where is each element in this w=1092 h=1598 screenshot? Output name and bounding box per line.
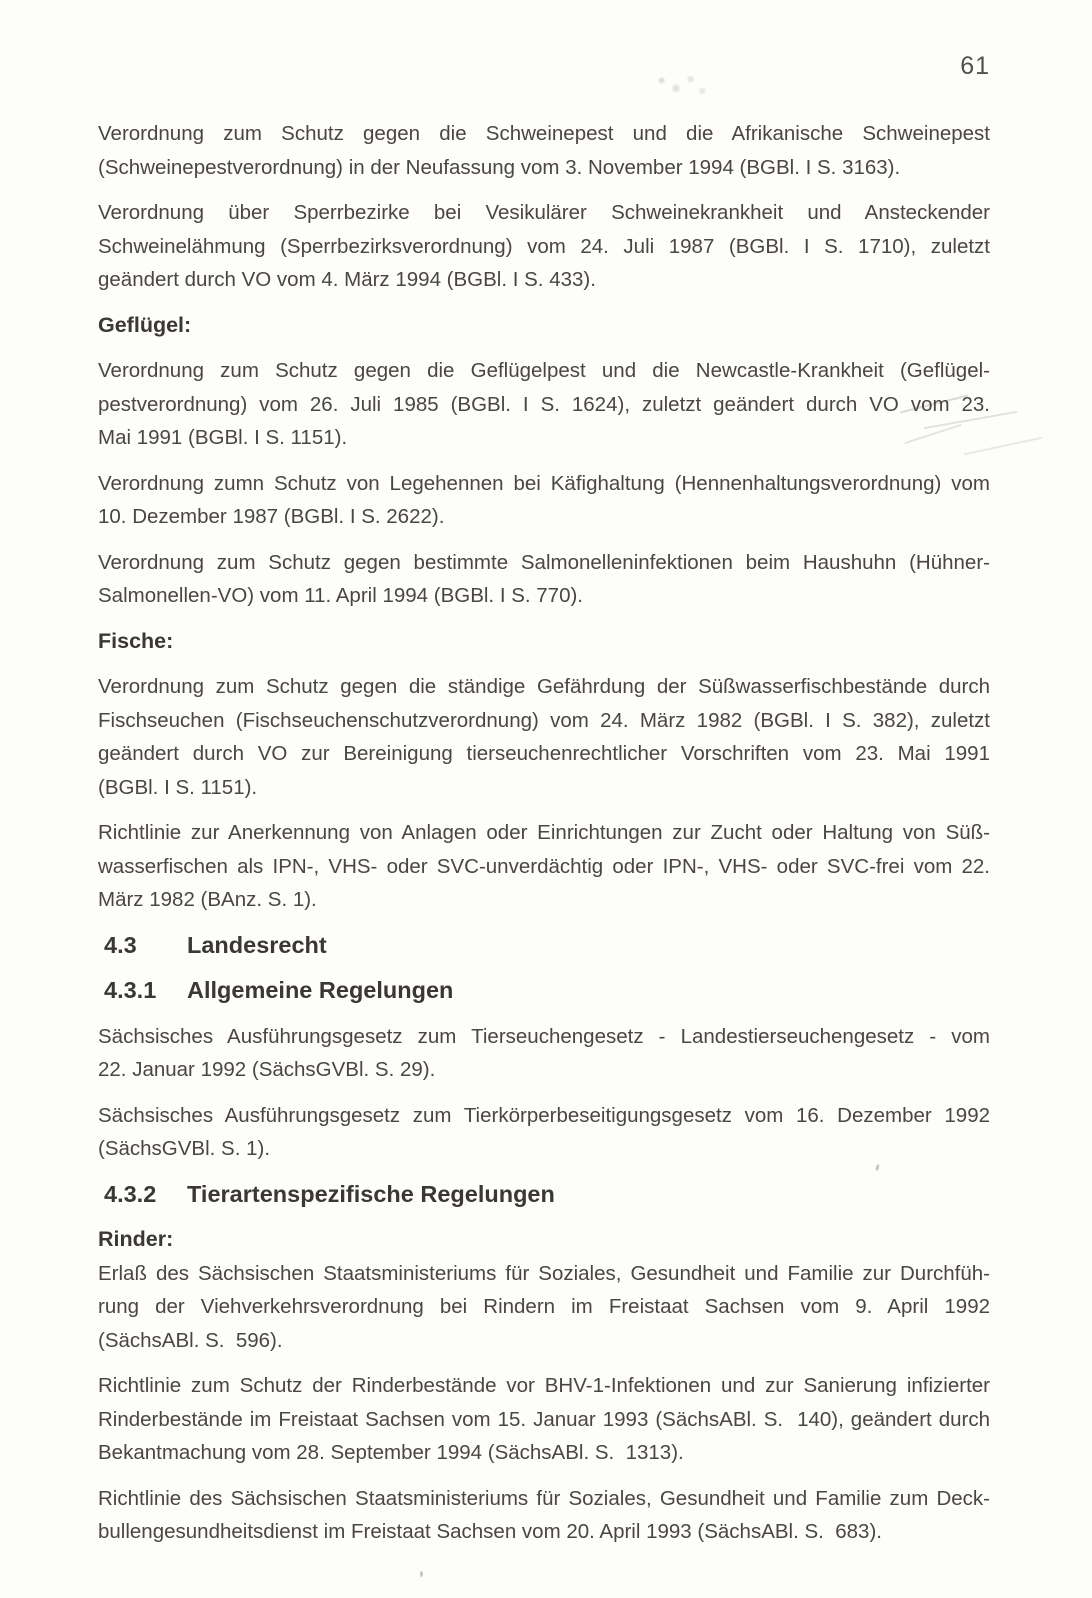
text-line: Bekantmachung vom 28. September 1994 (SächsABl. S. 1313). [98, 1441, 684, 1464]
text-line: Rinderbestände im Freistaat Sachsen vom 15. Januar 1993 (SächsABl. S. 140), geändert durch [98, 1407, 990, 1431]
paragraph [98, 1369, 990, 1470]
paragraph [98, 670, 990, 804]
inline-heading: Geflügel: [98, 312, 192, 337]
paragraph [98, 1482, 990, 1549]
text-line: Mai 1991 (BGBl. I S. 1151). [98, 426, 348, 449]
text-line: Sächsisches Ausführungsgesetz zum Tierseuchengesetz - Landestierseuchengesetz - vom [98, 1024, 990, 1048]
section-number: 4.3.1 [104, 977, 157, 1003]
section-title: Landesrecht [187, 931, 327, 958]
section-heading [98, 929, 990, 963]
text-line: Fischseuchen (Fischseuchenschutzverordnung) vom 24. März 1982 (BGBl. I S. 382), zuletzt [98, 708, 990, 732]
text-line: Verordnung zum Schutz gegen bestimmte Salmonelleninfektionen beim Haushuhn (Hühner- [98, 550, 990, 574]
inline-heading: Rinder: [98, 1227, 174, 1251]
text-line: 10. Dezember 1987 (BGBl. I S. 2622). [98, 505, 445, 528]
scan-speck [420, 1571, 423, 1577]
inline-heading: Fische: [98, 628, 174, 653]
paragraph [98, 196, 990, 297]
paragraph [98, 117, 990, 184]
text-line: wasserfischen als IPN-, VHS- oder SVC-unverdächtig oder IPN-, VHS- oder SVC-frei vom 22. [98, 854, 990, 878]
text-line: pestverordnung) vom 26. Juli 1985 (BGBl. I S. 1624), zuletzt geändert durch VO vom 23. [98, 392, 990, 416]
text-line: rung der Viehverkehrsverordnung bei Rindern im Freistaat Sachsen vom 9. April 1992 [98, 1295, 990, 1318]
section-title: Allgemeine Regelungen [187, 977, 454, 1003]
section-heading [98, 1178, 990, 1212]
text-line: Salmonellen-VO) vom 11. April 1994 (BGBl. I S. 770). [98, 584, 584, 607]
page-number: 61 [960, 52, 990, 80]
text-line: bullengesundheitsdienst im Freistaat Sachsen vom 20. April 1993 (SächsABl. S. 683). [98, 1520, 882, 1543]
paragraph [98, 816, 990, 917]
text-line: Schweinelähmung (Sperrbezirksverordnung) vom 24. Juli 1987 (BGBl. I S. 1710), zuletzt [98, 234, 990, 258]
text-line: geändert durch VO zur Bereinigung tierseuchenrechtlicher Vorschriften vom 23. Mai 1991 [98, 742, 990, 765]
text-line: (BGBl. I S. 1151). [98, 775, 258, 799]
text-line: geändert durch VO vom 4. März 1994 (BGBl. I S. 433). [98, 268, 596, 291]
paragraph [98, 546, 990, 613]
text-line: 22. Januar 1992 (SächsGVBl. S. 29). [98, 1058, 436, 1081]
text-line: Verordnung zum Schutz gegen die Geflügelpest und die Newcastle-Krankheit (Geflügel- [98, 359, 990, 382]
section-number: 4.3 [104, 931, 137, 958]
paragraph [98, 1020, 990, 1087]
page-content [98, 0, 990, 1549]
text-line: (Schweinepestverordnung) in der Neufassung vom 3. November 1994 (BGBl. I S. 3163). [98, 155, 901, 179]
text-line: Erlaß des Sächsischen Staatsministeriums für Soziales, Gesundheit und Familie zur Durchfüh- [98, 1261, 990, 1285]
text-line: Richtlinie zur Anerkennung von Anlagen oder Einrichtungen zur Zucht oder Haltung von Süß- [98, 821, 990, 844]
text-line: (SächsABl. S. 596). [98, 1328, 283, 1352]
section-title: Tierartenspezifische Regelungen [187, 1180, 555, 1207]
paragraph [98, 467, 990, 534]
text-line: Verordnung zum Schutz gegen die Schweinepest und die Afrikanische Schweinepest [98, 122, 990, 145]
text-line: März 1982 (BAnz. S. 1). [98, 888, 317, 911]
text-line: Verordnung zum Schutz gegen die ständige Gefährdung der Süßwasserfischbestände durch [98, 675, 990, 698]
section-number: 4.3.2 [104, 1180, 157, 1207]
section-heading [98, 974, 990, 1008]
text-line: Verordnung zumn Schutz von Legehennen bei Käfighaltung (Hennenhaltungsverordnung) vom [98, 471, 990, 495]
text-line: (SächsGVBl. S. 1). [98, 1137, 271, 1160]
text-line: Richtlinie des Sächsischen Staatsministeriums für Soziales, Gesundheit und Familie zum Deck- [98, 1486, 990, 1510]
text-line: Sächsisches Ausführungsgesetz zum Tierkörperbeseitigungsgesetz vom 16. Dezember 1992 [98, 1103, 990, 1127]
text-line: Richtlinie zum Schutz der Rinderbestände vor BHV-1-Infektionen und zur Sanierung infizierter [98, 1374, 990, 1397]
paragraph [98, 354, 990, 455]
paragraph [98, 1257, 990, 1358]
text-line: Verordnung über Sperrbezirke bei Vesikulärer Schweinekrankheit und Ansteckender [98, 201, 990, 224]
paragraph [98, 1099, 990, 1166]
